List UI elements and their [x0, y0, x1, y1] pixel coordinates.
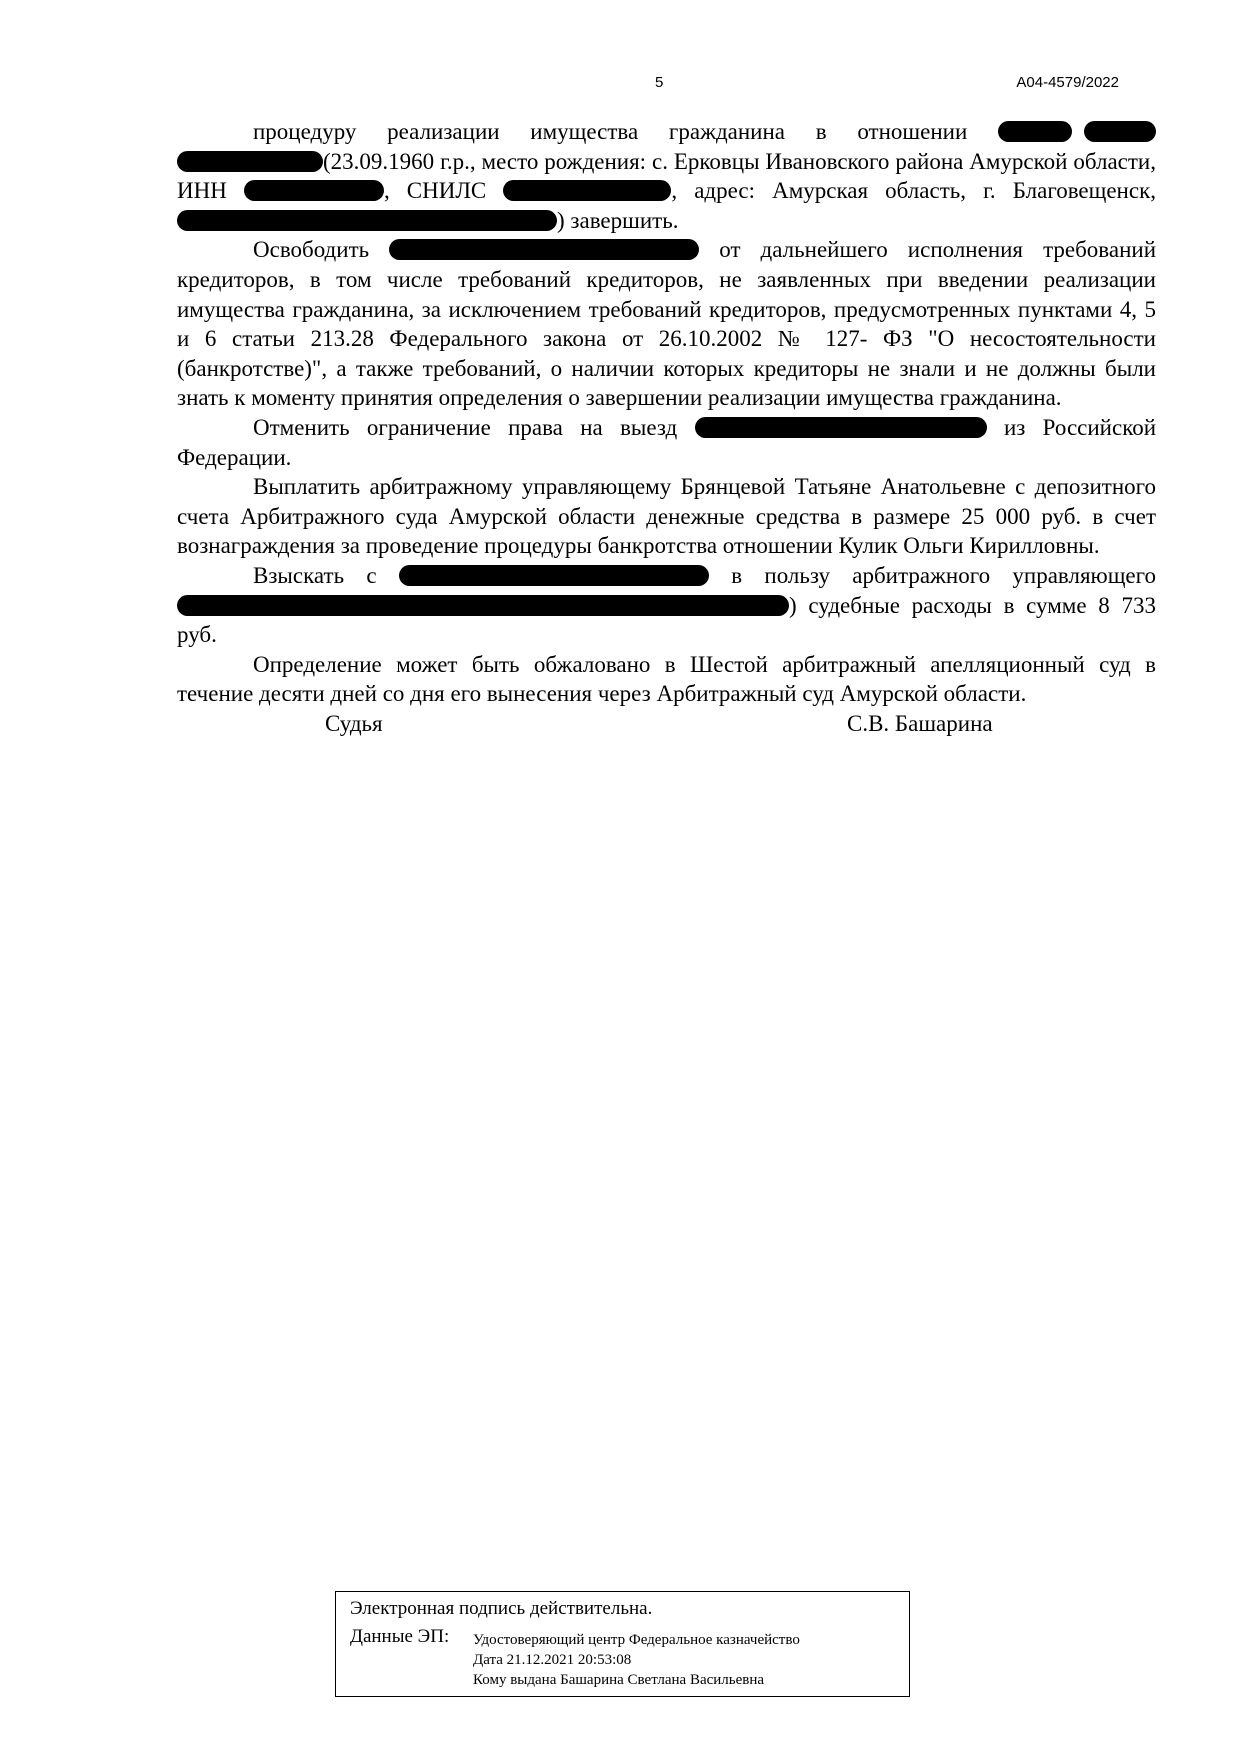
document-body — [177, 117, 1156, 739]
paragraph-text: из Российской Федерации. — [177, 414, 1157, 470]
paragraph-text: процедуру реализации имущества гражданина в отношении — [253, 119, 968, 144]
redaction-bar — [177, 151, 323, 172]
paragraph-text: Освободить — [253, 237, 370, 263]
redaction-bar — [244, 180, 384, 201]
judge-name: С.В. Башарина — [847, 710, 993, 736]
redaction-bar — [503, 180, 671, 201]
paragraph-text: , СНИЛС — [383, 178, 487, 204]
paragraph-recovery — [177, 561, 1156, 650]
stamp-date: Дата 21.12.2021 20:53:08 — [473, 1652, 632, 1668]
redaction-bar — [695, 417, 987, 438]
page-number: 5 — [655, 74, 664, 91]
redaction-bar — [389, 239, 699, 260]
redaction-bar — [998, 121, 1072, 142]
stamp-holder: Кому выдана Башарина Светлана Васильевна — [473, 1672, 765, 1688]
paragraph-text: , адрес: Амурская область, г. Благовещенск, — [671, 178, 1156, 204]
case-number: А04-4579/2022 — [1016, 74, 1119, 91]
stamp-label: Данные ЭП: — [350, 1626, 450, 1647]
redaction-bar — [399, 565, 709, 586]
paragraph-travel — [177, 413, 1156, 472]
redaction-bar — [1084, 121, 1156, 142]
signature-line — [177, 709, 1156, 739]
paragraph-appeal: Определение может быть обжаловано в Шестой арбитражный апелляционный суд в течение десяти дней со дня его вынесения через Арбитражный суд Амурской области. — [177, 651, 1156, 707]
redaction-bar — [177, 595, 789, 616]
stamp-title: Электронная подпись действительна. — [350, 1598, 653, 1619]
paragraph-text: (23.09.1960 г.р., место рождения: с. Ерковцы Ивановского района Амурской области, ИНН — [177, 148, 1156, 204]
paragraph-text: в пользу арбитражного управляющего — [731, 562, 1156, 588]
paragraph-release — [177, 235, 1156, 413]
paragraph-text: Взыскать с — [253, 562, 377, 588]
paragraph-payment: Выплатить арбитражному управляющему Брянцевой Татьяне Анатольевне с депозитного счета Арбитражного суда Амурской области денежные средства в размере 25 000 руб. в счет вознаграждения за проведение процедуры банкротства отношении Кулик Ольги Кирилловны. — [177, 474, 1156, 559]
redaction-bar — [177, 210, 557, 231]
paragraph-text: ) завершить. — [557, 207, 679, 233]
paragraph-procedure — [177, 117, 1156, 235]
paragraph-text: Отменить ограничение права на выезд — [253, 414, 678, 440]
judge-title: Судья — [325, 710, 383, 736]
paragraph-text: ) судебные расходы в сумме 8 733 руб. — [177, 592, 1156, 648]
electronic-signature-stamp — [335, 1591, 910, 1697]
paragraph-text: от дальнейшего исполнения требований кредиторов, в том числе требований кредиторов, не заявленных при введении реализации имущества гражданина, за исключением требований кредиторов, предусмотренных пунктами 4, 5 и 6 статьи 213.28 Федерального закона от 26.10.2002 № 127- ФЗ "О несостоятельности (банкротстве)", а также требований, о наличии которых кредиторы не знали и не должны были знать к моменту принятия определения о завершении реализации имущества гражданина. — [177, 237, 1156, 411]
stamp-issuer: Удостоверяющий центр Федеральное казначейство — [473, 1632, 800, 1648]
stamp-details — [473, 1630, 800, 1690]
